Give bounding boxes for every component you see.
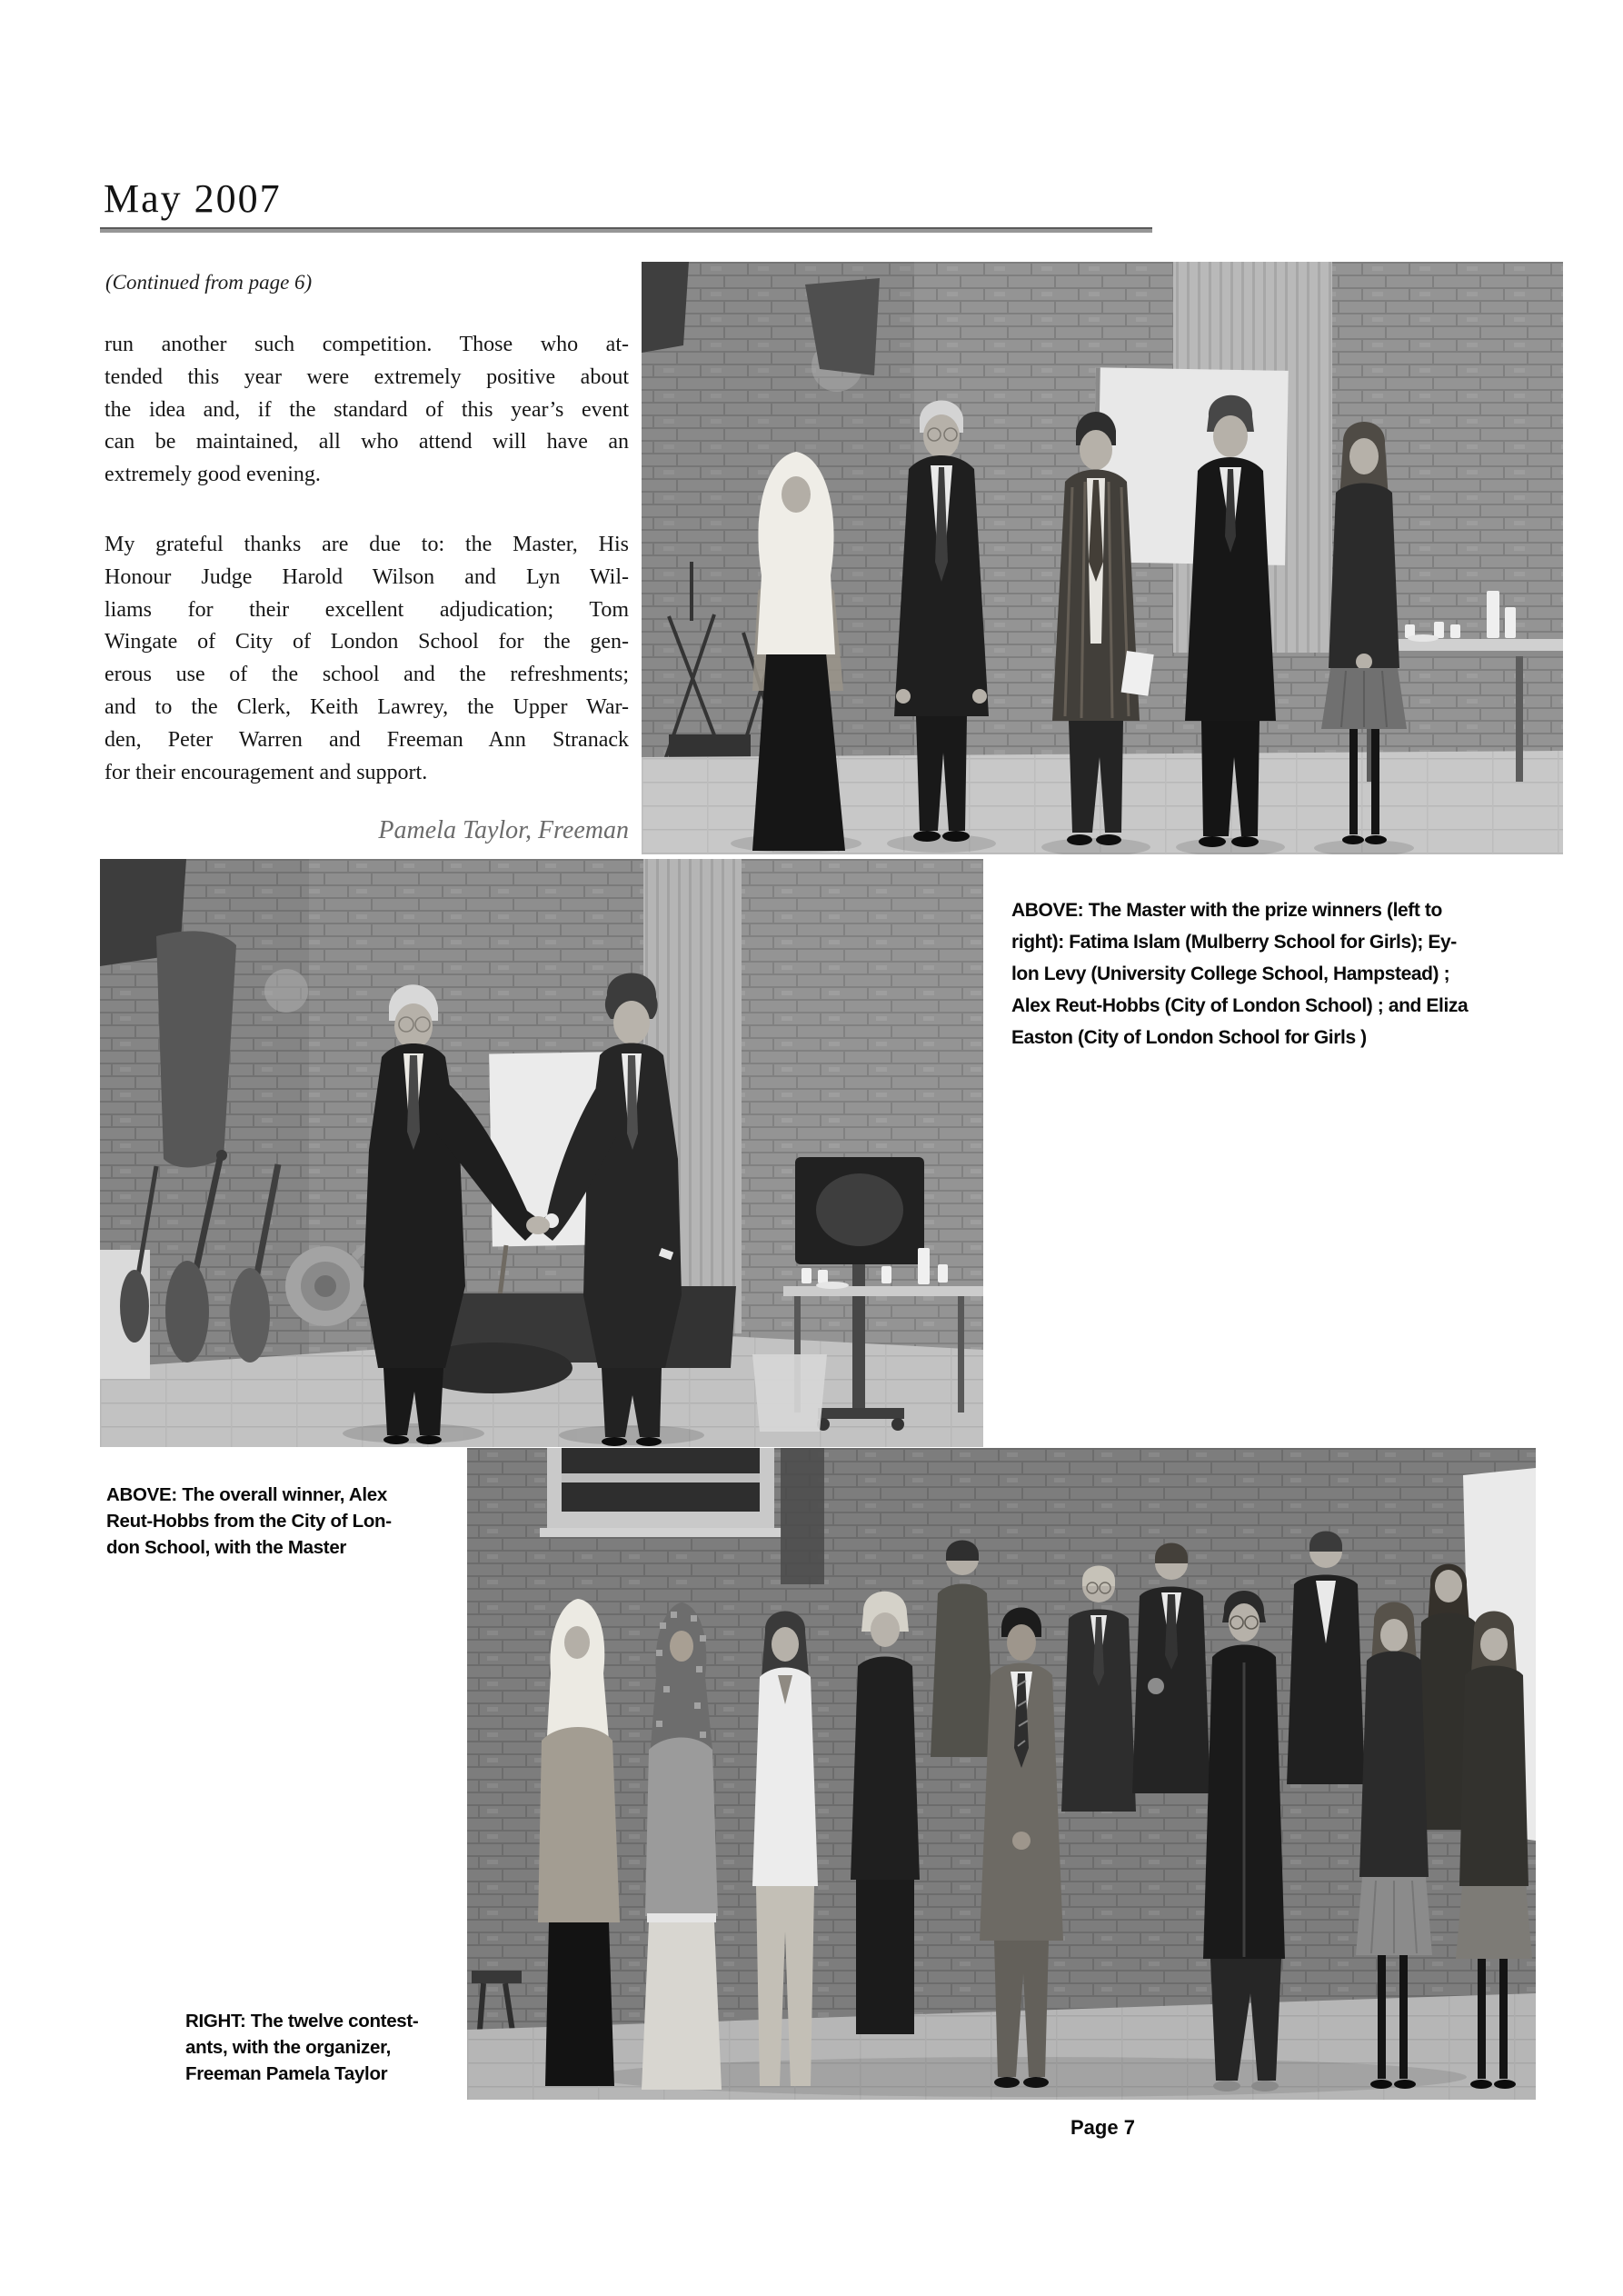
speaker-box xyxy=(642,262,689,353)
article-line: and to the Clerk, Keith Lawrey, the Upper War- xyxy=(105,694,629,719)
article-line: run another such competition. Those who at- xyxy=(105,333,629,356)
article-line: tended this year were extremely positive about xyxy=(105,364,629,389)
article-line: extremely good evening. xyxy=(105,463,321,487)
article-line: erous use of the school and the refreshments; xyxy=(105,663,629,687)
caption-line: RIGHT: The twelve contest- xyxy=(185,2011,419,2031)
caption-overall-winner xyxy=(106,1482,470,1561)
photo-contestants xyxy=(467,1448,1536,2100)
article-signature: Pamela Taylor, Freeman xyxy=(378,816,629,844)
page-number: Page 7 xyxy=(1070,2116,1135,2139)
caption-line: don School, with the Master xyxy=(106,1537,347,1558)
article-line: the idea and, if the standard of this year’s event xyxy=(105,397,629,422)
caption-line: ants, with the organizer, xyxy=(185,2037,392,2058)
figure-dark-jacket-boy xyxy=(1203,1591,1285,2091)
photo-handshake xyxy=(100,859,983,1447)
caption-line: Reut-Hobbs from the City of Lon- xyxy=(106,1511,392,1532)
caption-line: lon Levy (University College School, Hampstead) ; xyxy=(1011,963,1450,984)
article-line: liams for their excellent adjudication; Tom xyxy=(105,597,629,622)
page-title: May 2007 xyxy=(104,176,282,221)
continued-note: (Continued from page 6) xyxy=(105,271,313,294)
lens-flare xyxy=(264,969,308,1013)
article-line: den, Peter Warren and Freeman Ann Stranack xyxy=(105,727,629,752)
article-line: Wingate of City of London School for the gen- xyxy=(105,630,629,654)
window xyxy=(540,1448,782,1537)
caption-line: right): Fatima Islam (Mulberry School for Girls); Ey- xyxy=(1011,932,1457,953)
caption-line: Easton (City of London School for Girls ) xyxy=(1011,1027,1367,1048)
caption-line: Freeman Pamela Taylor xyxy=(185,2063,388,2084)
article-line: for their encouragement and support. xyxy=(105,760,428,784)
article-line: can be maintained, all who attend will have an xyxy=(105,430,629,454)
wall-beam xyxy=(781,1448,824,1584)
certificate-paper xyxy=(1121,651,1154,696)
article-paragraph-1 xyxy=(105,329,629,492)
caption-prize-winners xyxy=(1011,894,1526,1053)
caption-line: ABOVE: The overall winner, Alex xyxy=(106,1484,387,1505)
caption-line: ABOVE: The Master with the prize winners (left to xyxy=(1011,900,1442,921)
figure-hijab-girl xyxy=(752,452,845,851)
photo-prize-winners xyxy=(642,262,1563,854)
article-paragraph-2 xyxy=(105,529,629,789)
article-line: My grateful thanks are due to: the Master, His xyxy=(105,533,629,556)
caption-contestants xyxy=(185,2008,503,2087)
caption-line: Alex Reut-Hobbs (City of London School) ; and Eliza xyxy=(1011,995,1469,1016)
hanging-cloth xyxy=(156,931,236,1167)
article-line: Honour Judge Harold Wilson and Lyn Wil- xyxy=(105,564,629,589)
waste-bin xyxy=(752,1354,827,1432)
header-rule xyxy=(100,227,1152,233)
